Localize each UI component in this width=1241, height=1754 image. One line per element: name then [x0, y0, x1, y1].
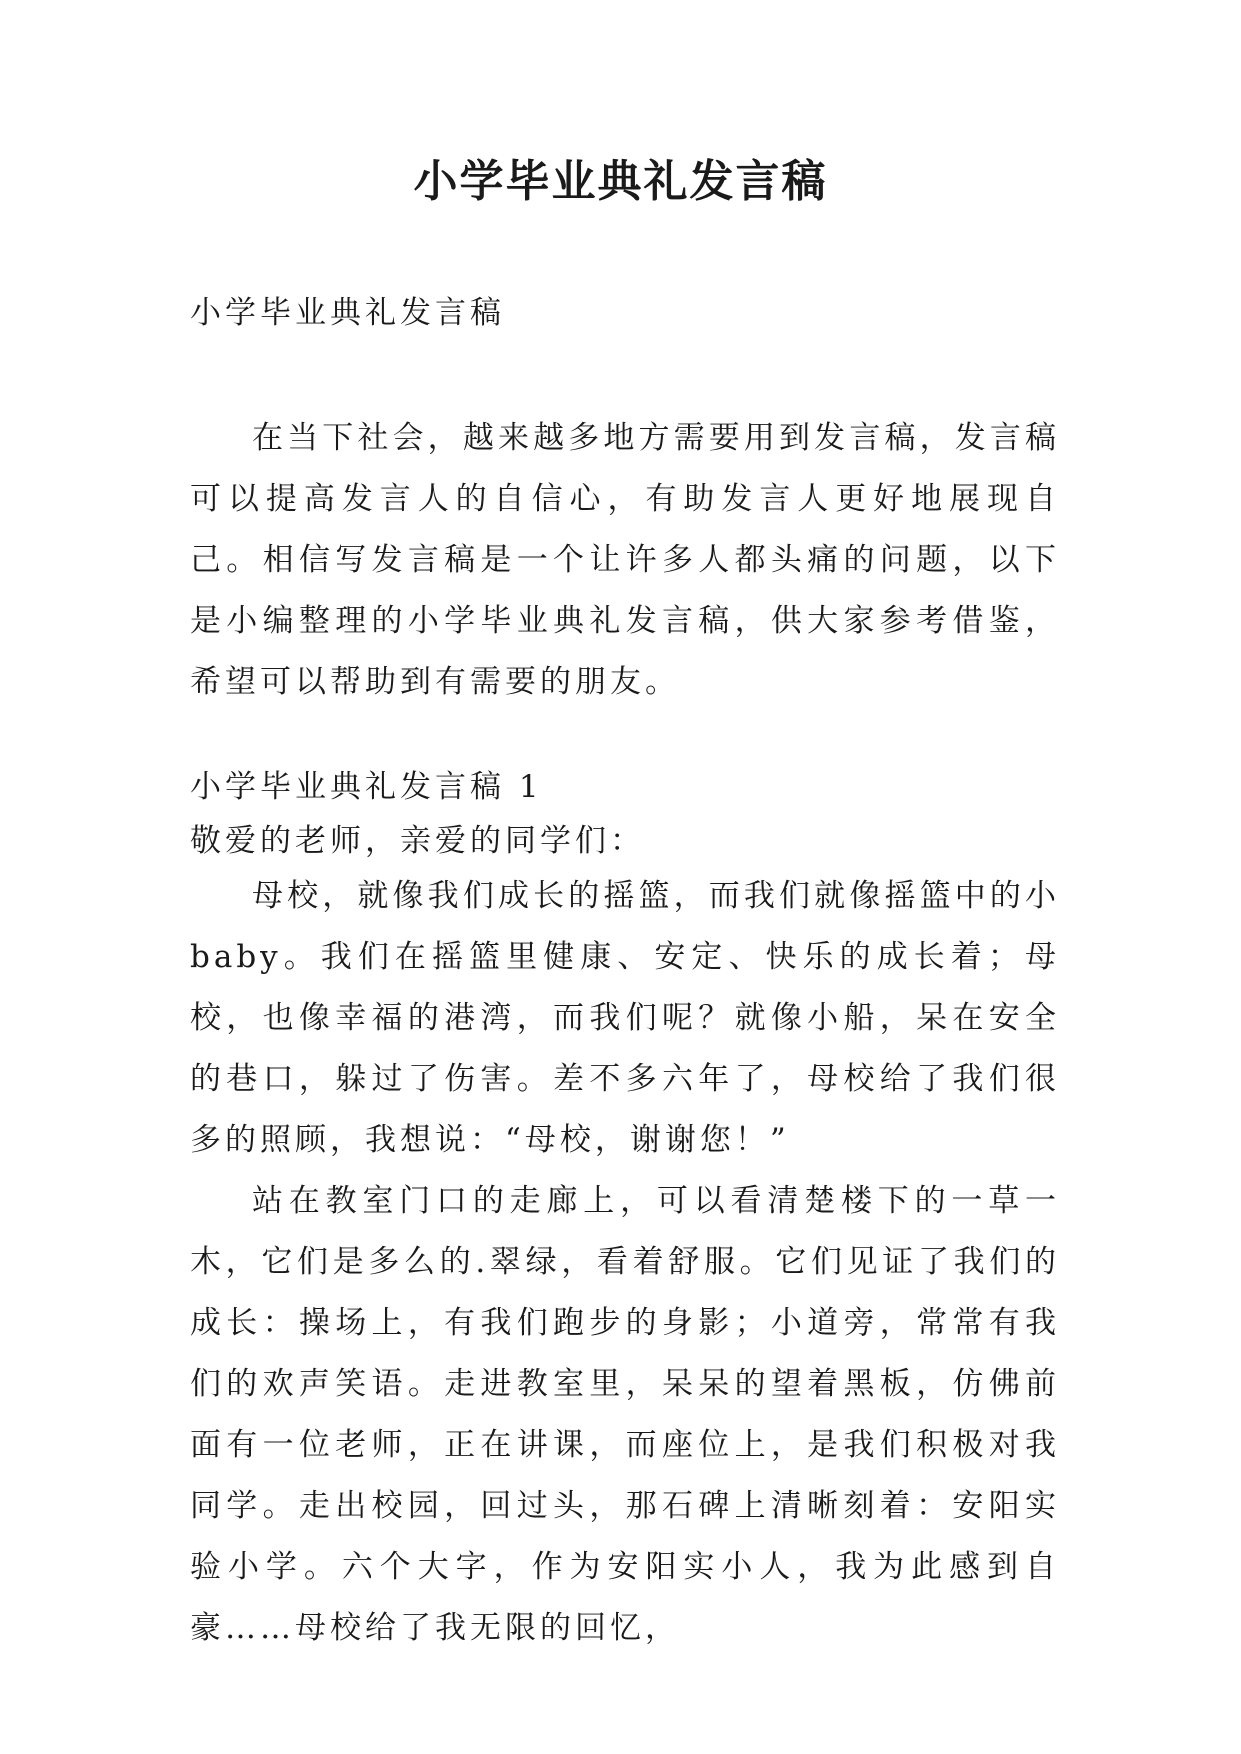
- intro-paragraph: 在当下社会，越来越多地方需要用到发言稿，发言稿可以提高发言人的自信心，有助发言人更好地展现自己。相信写发言稿是一个让许多人都头痛的问题，以下是小编整理的小学毕业典礼发言稿，供大家参考借鉴，希望可以帮助到有需要的朋友。: [190, 420, 1060, 700]
- section-heading: 小学毕业典礼发言稿 1: [190, 769, 543, 805]
- body-paragraph: 母校，就像我们成长的摇篮，而我们就像摇篮中的小baby。我们在摇篮里健康、安定、快乐的成长着；母校，也像幸福的港湾，而我们呢？就像小船，呆在安全的巷口，躲过了伤害。差不多六年了，母校给了我们很多的照顾，我想说：“母校，谢谢您！”: [190, 878, 1060, 1158]
- greeting-line: 敬爱的老师，亲爱的同学们：: [190, 823, 645, 859]
- document-title: 小学毕业典礼发言稿: [413, 156, 828, 207]
- document-subtitle: 小学毕业典礼发言稿: [190, 295, 505, 331]
- body-paragraph: 站在教室门口的走廊上，可以看清楚楼下的一草一木，它们是多么的.翠绿，看着舒服。它们见证了我们的成长：操场上，有我们跑步的身影；小道旁，常常有我们的欢声笑语。走进教室里，呆呆的望着黑板，仿佛前面有一位老师，正在讲课，而座位上，是我们积极对我同学。走出校园，回过头，那石碑上清晰刻着：安阳实验小学。六个大字，作为安阳实小人，我为此感到自豪……母校给了我无限的回忆，: [190, 1183, 1060, 1646]
